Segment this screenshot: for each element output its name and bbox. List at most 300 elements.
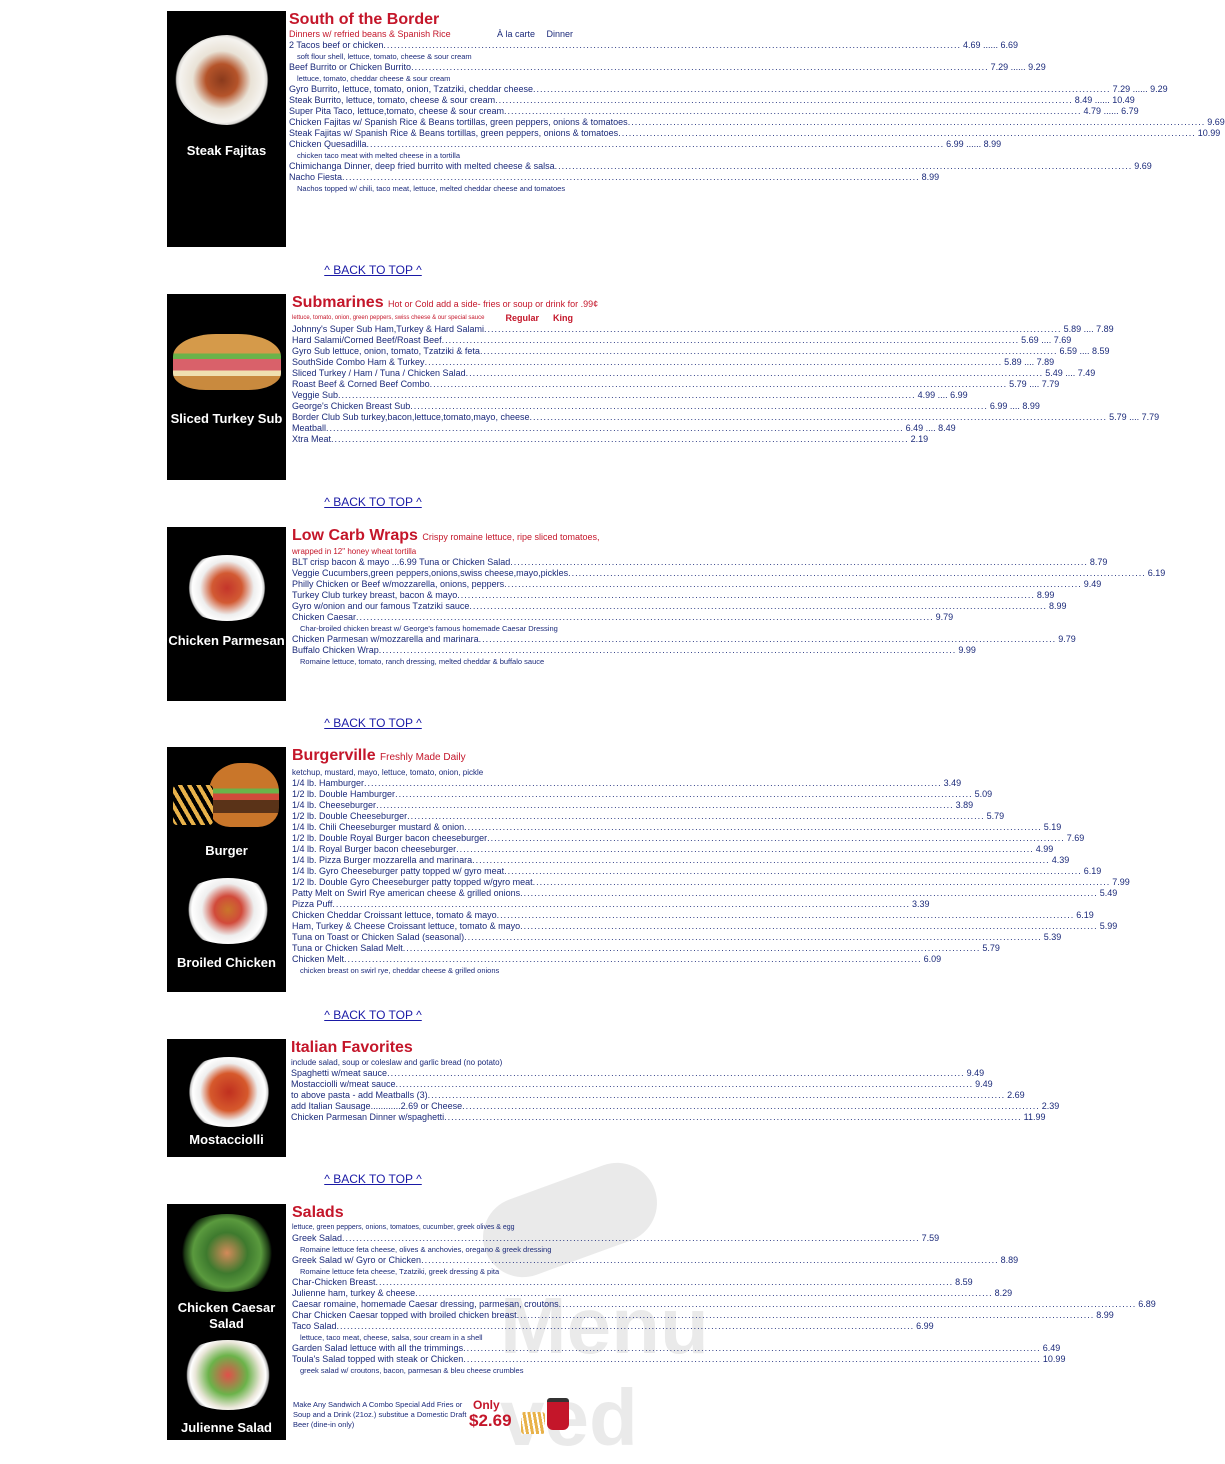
dish-label: Broiled Chicken — [177, 955, 276, 970]
item-price: 9.49 — [975, 1079, 993, 1089]
item-price: 8.99 — [921, 172, 940, 182]
item-name: Taco Salad — [292, 1321, 337, 1331]
item-name: Steak Burrito, lettuce, tomato, cheese & sour cream — [289, 95, 496, 105]
item-price: 9.69 — [1207, 117, 1225, 127]
menu-list — [292, 747, 1130, 976]
item-price: 4.39 — [1051, 855, 1070, 865]
item-price: 5.79 .... 7.79 — [1109, 412, 1160, 422]
item-name: Nacho Fiesta — [289, 172, 343, 182]
item-name: Tuna on Toast or Chicken Salad (seasonal) — [292, 932, 465, 942]
item-name: Gyro w/onion and our famous Tzatziki sauce — [292, 601, 470, 611]
item-name: Char-Chicken Breast — [292, 1277, 376, 1287]
item-name: Chicken Melt — [292, 954, 345, 964]
item-name: 1/4 lb. Royal Burger bacon cheeseburger — [292, 844, 457, 854]
item-price: 8.99 — [1036, 590, 1055, 600]
burger-image — [209, 763, 279, 827]
leader-dots — [533, 877, 1111, 888]
item-price: 6.19 — [1083, 866, 1102, 876]
item-name: Turkey Club turkey breast, bacon & mayo — [292, 590, 458, 600]
leader-dots — [517, 1310, 1095, 1321]
item-price: 2.19 — [910, 434, 929, 444]
leader-dots — [480, 346, 1058, 357]
item-price: 5.09 — [974, 789, 993, 799]
item-price: 8.99 — [1049, 601, 1067, 611]
item-name: Mostacciolli w/meat sauce — [291, 1079, 396, 1089]
menu-item — [292, 1321, 934, 1332]
dish-photo-panel — [167, 527, 286, 701]
item-price: 3.39 — [911, 899, 930, 909]
item-name: to above pasta - add Meatballs (3) — [291, 1090, 428, 1100]
item-name: 1/2 lb. Double Gyro Cheeseburger patty topped w/gyro meat — [292, 877, 533, 887]
leader-dots — [444, 1112, 1022, 1123]
leader-dots — [463, 1354, 1041, 1365]
menu-item — [292, 645, 976, 656]
item-price: 11.99 — [1023, 1112, 1046, 1122]
item-price: 7.59 — [921, 1233, 940, 1243]
dish-photo-panel — [167, 747, 286, 992]
menu-item — [292, 579, 1102, 590]
leader-dots — [504, 866, 1082, 877]
menu-item — [292, 390, 968, 401]
leader-dots — [383, 40, 961, 51]
item-description: chicken breast on swirl rye, cheddar cheese & grilled onions — [300, 966, 500, 975]
item-name: BLT crisp bacon & mayo ...6.99 Tuna or Chicken Salad — [292, 557, 511, 567]
item-name: Greek Salad w/ Gyro or Chicken — [292, 1255, 422, 1265]
menu-section-burgerville — [167, 747, 1130, 992]
col2-label: Dinner — [546, 29, 573, 39]
menu-list — [289, 11, 1225, 194]
item-name: Toula's Salad topped with steak or Chicken — [292, 1354, 464, 1364]
item-description: greek salad w/ croutons, bacon, parmesan & bleu cheese crumbles — [300, 1366, 524, 1375]
item-price: 6.99 ...... 8.99 — [946, 139, 1002, 149]
leader-dots — [326, 423, 904, 434]
item-name: Spaghetti w/meat sauce — [291, 1068, 388, 1078]
item-list — [292, 324, 1160, 445]
section-subtitle: Hot or Cold add a side- fries or soup or drink for .99¢ — [388, 299, 599, 309]
leader-dots — [466, 368, 1044, 379]
plate-image — [176, 878, 280, 944]
menu-item — [292, 346, 1110, 357]
item-name: Chicken Quesadilla — [289, 139, 367, 149]
menu-item — [292, 1310, 1114, 1321]
menu-item — [292, 844, 1054, 855]
item-price: 2.39 — [1041, 1101, 1060, 1111]
menu-item — [292, 866, 1102, 877]
item-price: 6.99 .... 8.99 — [989, 401, 1040, 411]
leader-dots — [472, 855, 1050, 866]
menu-item — [292, 357, 1055, 368]
menu-item — [289, 161, 1152, 172]
leader-dots — [344, 954, 922, 965]
item-name: Gyro Sub lettuce, onion, tomato, Tzatziki & feta — [292, 346, 480, 356]
header-note: lettuce, green peppers, onions, tomatoes, cucumber, greek olives & egg — [292, 1224, 515, 1231]
menu-item — [292, 1277, 973, 1288]
item-name: 1/4 lb. Chili Cheeseburger mustard & onion — [292, 822, 465, 832]
dish-photo-panel — [167, 11, 286, 247]
item-name: Ham, Turkey & Cheese Croissant lettuce, tomato & mayo — [292, 921, 521, 931]
item-price: 9.49 — [966, 1068, 985, 1078]
item-price: 2.69 — [1007, 1090, 1025, 1100]
item-list — [289, 40, 1225, 194]
item-description: Nachos topped w/ chili, taco meat, lettuce, melted cheddar cheese and tomatoes — [297, 184, 566, 193]
item-name: 2 Tacos beef or chicken — [289, 40, 384, 50]
header-note: wrapped in 12" honey wheat tortilla — [292, 547, 417, 556]
item-description: soft flour shell, lettuce, tomato, cheese & sour cream — [297, 52, 472, 61]
leader-dots — [464, 822, 1042, 833]
item-name: 1/4 lb. Cheeseburger — [292, 800, 377, 810]
leader-dots — [421, 1255, 999, 1266]
leader-dots — [504, 106, 1082, 117]
header-note: Dinners w/ refried beans & Spanish Rice — [289, 29, 451, 39]
section-title: Burgerville Freshly Made Daily — [292, 747, 466, 764]
col1-label: Regular — [505, 313, 539, 323]
leader-dots — [331, 434, 909, 445]
item-price: 5.69 .... 7.69 — [1021, 335, 1072, 345]
fries-icon — [521, 1412, 545, 1434]
menu-item — [289, 84, 1168, 95]
menu-item — [289, 172, 940, 183]
item-price: 4.99 — [1035, 844, 1054, 854]
item-name: 1/2 lb. Double Royal Burger bacon cheeseburger — [292, 833, 488, 843]
leader-dots — [342, 1233, 920, 1244]
item-name: SouthSide Combo Ham & Turkey — [292, 357, 425, 367]
leader-dots — [618, 128, 1196, 139]
item-name: Xtra Meat — [292, 434, 332, 444]
item-name: Super Pita Taco, lettuce,tomato, cheese & sour cream — [289, 106, 504, 116]
leader-dots — [407, 811, 985, 822]
item-name: Border Club Sub turkey,bacon,lettuce,tomato,mayo, cheese — [292, 412, 530, 422]
dish-label: Burger — [205, 843, 248, 858]
leader-dots — [376, 800, 954, 811]
back-to-top-link[interactable]: ^ BACK TO TOP ^ — [324, 1172, 422, 1186]
menu-item — [289, 106, 1139, 117]
leader-dots — [495, 95, 1073, 106]
menu-item — [292, 800, 974, 811]
promo-only: Only — [473, 1398, 500, 1412]
menu-item — [291, 1090, 1025, 1101]
leader-dots — [464, 932, 1042, 943]
menu-section-submarines — [167, 294, 1160, 480]
item-price: 5.49 — [1099, 888, 1118, 898]
leader-dots — [332, 899, 910, 910]
leader-dots — [367, 139, 945, 150]
dish-label: Sliced Turkey Sub — [170, 411, 283, 426]
dish-label: Julienne Salad — [180, 1420, 273, 1435]
item-name: 1/2 lb. Double Cheeseburger — [292, 811, 408, 821]
col1-label: À la carte — [496, 29, 535, 39]
item-name: George's Chicken Breast Sub — [292, 401, 411, 411]
plate-image — [177, 1057, 281, 1127]
menu-item — [292, 557, 1108, 568]
leader-dots — [559, 1299, 1137, 1310]
leader-dots — [395, 789, 973, 800]
back-to-top-link[interactable]: ^ BACK TO TOP ^ — [324, 1008, 422, 1022]
item-name: Tuna or Chicken Salad Melt — [292, 943, 403, 953]
leader-dots — [497, 910, 1075, 921]
leader-dots — [396, 1079, 974, 1090]
watermark-text: Menu — [500, 1281, 709, 1370]
item-name: Pizza Puff — [292, 899, 333, 909]
item-list — [291, 1068, 1060, 1123]
back-to-top-link[interactable]: ^ BACK TO TOP ^ — [324, 495, 422, 509]
menu-item — [292, 1288, 1013, 1299]
menu-item — [292, 877, 1130, 888]
item-price: 5.89 .... 7.89 — [1004, 357, 1055, 367]
menu-item — [291, 1101, 1060, 1112]
item-price: 8.49 ...... 10.49 — [1074, 95, 1135, 105]
column-header — [289, 29, 573, 40]
item-name: Chicken Parmesan Dinner w/spaghetti — [291, 1112, 445, 1122]
column-header — [292, 313, 573, 324]
header-note: include salad, soup or coleslaw and garlic bread (no potato) — [291, 1058, 503, 1067]
section-title: Salads — [292, 1204, 344, 1221]
item-price: 7.29 ...... 9.29 — [990, 62, 1046, 72]
item-price: 5.39 — [1043, 932, 1062, 942]
item-name: Greek Salad — [292, 1233, 343, 1243]
col2-label: King — [553, 313, 573, 323]
item-list — [292, 778, 1130, 976]
leader-dots — [457, 590, 1035, 601]
leader-dots — [555, 161, 1133, 172]
dish-photo-panel — [167, 1204, 286, 1440]
item-name: Steak Fajitas w/ Spanish Rice & Beans tortillas, green peppers, onions & tomatoes — [289, 128, 619, 138]
fries-image — [173, 785, 213, 825]
item-description: lettuce, tomato, cheddar cheese & sour cream — [297, 74, 451, 83]
item-price: 5.49 .... 7.49 — [1045, 368, 1096, 378]
menu-item — [292, 379, 1060, 390]
leader-dots — [469, 601, 1047, 612]
salad-image — [171, 1214, 283, 1292]
menu-item — [292, 921, 1118, 932]
item-name: Hard Salami/Corned Beef/Roast Beef — [292, 335, 442, 345]
item-price: 4.69 ...... 6.69 — [962, 40, 1019, 50]
back-to-top-link[interactable]: ^ BACK TO TOP ^ — [324, 263, 422, 277]
menu-section-italian-favorites — [167, 1039, 1060, 1157]
item-name: Chicken Cheddar Croissant lettuce, tomato & mayo — [292, 910, 497, 920]
back-to-top-link[interactable]: ^ BACK TO TOP ^ — [324, 716, 422, 730]
menu-item — [292, 822, 1062, 833]
dish-photo-panel — [167, 1039, 286, 1157]
item-name: Veggie Sub — [292, 390, 339, 400]
leader-dots — [364, 778, 942, 789]
leader-dots — [425, 357, 1003, 368]
menu-item — [292, 423, 956, 434]
item-name: Caesar romaine, homemade Caesar dressing, parmesan, croutons — [292, 1299, 559, 1309]
leader-dots — [487, 833, 1065, 844]
section-subtitle: Freshly Made Daily — [380, 752, 466, 763]
menu-item — [292, 888, 1118, 899]
menu-item — [291, 1112, 1046, 1123]
menu-item — [292, 368, 1096, 379]
menu-item — [292, 1233, 940, 1244]
leader-dots — [462, 1101, 1040, 1112]
leader-dots — [479, 634, 1057, 645]
item-name: Buffalo Chicken Wrap — [292, 645, 379, 655]
item-price: 10.99 — [1197, 128, 1221, 138]
item-price: 10.99 — [1042, 1354, 1066, 1364]
menu-section-south-of-the-border — [167, 11, 1225, 247]
leader-dots — [510, 557, 1088, 568]
leader-dots — [403, 943, 981, 954]
dish-label: Mostacciolli — [189, 1132, 264, 1147]
item-price: 4.79 ...... 6.79 — [1083, 106, 1139, 116]
menu-item — [292, 634, 1076, 645]
item-price: 9.79 — [1058, 634, 1076, 644]
header-note: ketchup, mustard, mayo, lettuce, tomato, onion, pickle — [292, 768, 484, 777]
menu-item — [292, 954, 942, 965]
item-description: chicken taco meat with melted cheese in a tortilla — [297, 151, 460, 160]
item-description: Romaine lettuce feta cheese, Tzatziki, greek dressing & pita — [300, 1267, 500, 1276]
section-title: Italian Favorites — [291, 1039, 413, 1056]
item-name: Meatball — [292, 423, 327, 433]
menu-item — [292, 434, 929, 445]
item-price: 8.79 — [1089, 557, 1108, 567]
leader-dots — [337, 1321, 915, 1332]
item-price: 5.99 — [1099, 921, 1118, 931]
menu-item — [292, 324, 1114, 335]
item-name: Gyro Burrito, lettuce, tomato, onion, Tzatziki, cheddar cheese — [289, 84, 533, 94]
menu-section-low-carb-wraps — [167, 527, 1166, 701]
menu-item — [291, 1079, 993, 1090]
menu-item — [292, 855, 1070, 866]
salad-image — [173, 1340, 283, 1410]
item-list — [292, 557, 1166, 667]
plate-image — [175, 35, 279, 125]
item-name: Veggie Cucumbers,green peppers,onions,swiss cheese,mayo,pickles — [292, 568, 569, 578]
item-name: 1/2 lb. Double Hamburger — [292, 789, 396, 799]
item-name: Chimichanga Dinner, deep fried burrito with melted cheese & salsa — [289, 161, 555, 171]
item-name: 1/4 lb. Hamburger — [292, 778, 365, 788]
item-name: Beef Burrito or Chicken Burrito — [289, 62, 412, 72]
leader-dots — [415, 1288, 993, 1299]
menu-item — [292, 811, 1005, 822]
item-name: Roast Beef & Corned Beef Combo — [292, 379, 430, 389]
menu-item — [292, 568, 1166, 579]
menu-item — [292, 401, 1040, 412]
item-name: Chicken Caesar — [292, 612, 357, 622]
item-price: 7.99 — [1112, 877, 1130, 887]
dish-label: Chicken Caesar Salad — [177, 1300, 276, 1331]
menu-item — [292, 910, 1094, 921]
item-price: 7.29 ...... 9.29 — [1112, 84, 1168, 94]
item-price: 6.49 .... 8.49 — [905, 423, 956, 433]
item-description: Char-broiled chicken breast w/ George's famous homemade Caesar Dressing — [300, 624, 558, 633]
menu-item — [292, 1354, 1066, 1365]
sandwich-image — [173, 334, 281, 390]
item-price: 6.19 — [1147, 568, 1166, 578]
plate-image — [177, 555, 277, 621]
menu-item — [292, 833, 1085, 844]
leader-dots — [520, 888, 1098, 899]
leader-dots — [463, 1343, 1041, 1354]
menu-item — [292, 590, 1055, 601]
item-name: Patty Melt on Swirl Rye american cheese & grilled onions — [292, 888, 521, 898]
menu-item — [292, 943, 1000, 954]
item-price: 6.99 — [916, 1321, 934, 1331]
menu-item — [289, 117, 1225, 128]
item-price: 8.89 — [1000, 1255, 1019, 1265]
item-price: 8.29 — [994, 1288, 1013, 1298]
item-price: 9.49 — [1083, 579, 1102, 589]
item-price: 4.99 .... 6.99 — [917, 390, 968, 400]
menu-item — [292, 899, 930, 910]
item-price: 8.59 — [955, 1277, 973, 1287]
item-price: 5.89 .... 7.89 — [1063, 324, 1114, 334]
leader-dots — [504, 579, 1082, 590]
item-price: 6.19 — [1076, 910, 1094, 920]
leader-dots — [428, 1090, 1006, 1101]
leader-dots — [533, 84, 1111, 95]
menu-item — [292, 1299, 1156, 1310]
leader-dots — [376, 1277, 954, 1288]
menu-item — [289, 128, 1221, 139]
item-name: Julienne ham, turkey & cheese — [292, 1288, 416, 1298]
item-price: 8.99 — [1096, 1310, 1114, 1320]
promo-text: Make Any Sandwich A Combo Special Add Fries or Soup and a Drink (21oz.) substitue a Domestic Draft Beer (dine-in only) — [293, 1400, 467, 1429]
item-price: 6.89 — [1138, 1299, 1156, 1309]
item-name: add Italian Sausage............2.69 or Cheese — [291, 1101, 463, 1111]
item-name: Philly Chicken or Beef w/mozzarella, onions, peppers — [292, 579, 505, 589]
menu-item — [292, 1343, 1061, 1354]
section-title: South of the Border — [289, 11, 440, 28]
dish-label: Steak Fajitas — [186, 143, 267, 158]
item-price: 3.89 — [955, 800, 974, 810]
menu-item — [289, 139, 1002, 150]
item-price: 3.49 — [943, 778, 962, 788]
leader-dots — [379, 645, 957, 656]
leader-dots — [342, 172, 920, 183]
leader-dots — [628, 117, 1206, 128]
leader-dots — [529, 412, 1107, 423]
item-description: lettuce, taco meat, cheese, salsa, sour cream in a shell — [300, 1333, 483, 1342]
item-description: Romaine lettuce feta cheese, olives & anchovies, oregano & greek dressing — [300, 1245, 552, 1254]
leader-dots — [484, 324, 1062, 335]
item-price: 7.69 — [1066, 833, 1085, 843]
item-price: 5.79 .... 7.79 — [1009, 379, 1060, 389]
item-name: 1/4 lb. Pizza Burger mozzarella and marinara — [292, 855, 473, 865]
leader-dots — [520, 921, 1098, 932]
leader-dots — [456, 844, 1034, 855]
menu-item — [292, 1255, 1019, 1266]
leader-dots — [568, 568, 1146, 579]
item-name: Char Chicken Caesar topped with broiled chicken breast — [292, 1310, 517, 1320]
item-name: Chicken Parmesan w/mozzarella and marinara — [292, 634, 479, 644]
item-name: Chicken Fajitas w/ Spanish Rice & Beans tortillas, green peppers, onions & tomatoes — [289, 117, 628, 127]
item-price: 9.99 — [958, 645, 976, 655]
section-title: Low Carb Wraps Crispy romaine lettuce, ripe sliced tomatoes, — [292, 527, 600, 544]
menu-item — [292, 789, 993, 800]
item-price: 5.79 — [982, 943, 1000, 953]
menu-item — [292, 601, 1067, 612]
dish-photo-panel — [167, 294, 286, 480]
menu-item — [292, 335, 1072, 346]
menu-item — [292, 778, 962, 789]
leader-dots — [411, 62, 989, 73]
section-subtitle: Crispy romaine lettuce, ripe sliced tomatoes, — [422, 532, 600, 542]
item-price: 6.49 — [1042, 1343, 1061, 1353]
combo-promo — [289, 1398, 573, 1440]
item-description: Romaine lettuce, tomato, ranch dressing, melted cheddar & buffalo sauce — [300, 657, 545, 666]
leader-dots — [356, 612, 934, 623]
leader-dots — [410, 401, 988, 412]
item-price: 5.79 — [986, 811, 1005, 821]
leader-dots — [338, 390, 916, 401]
section-title: Submarines Hot or Cold add a side- fries or soup or drink for .99¢ — [292, 294, 599, 311]
item-price: 5.19 — [1043, 822, 1062, 832]
leader-dots — [387, 1068, 965, 1079]
menu-item — [292, 932, 1062, 943]
menu-item — [291, 1068, 985, 1079]
